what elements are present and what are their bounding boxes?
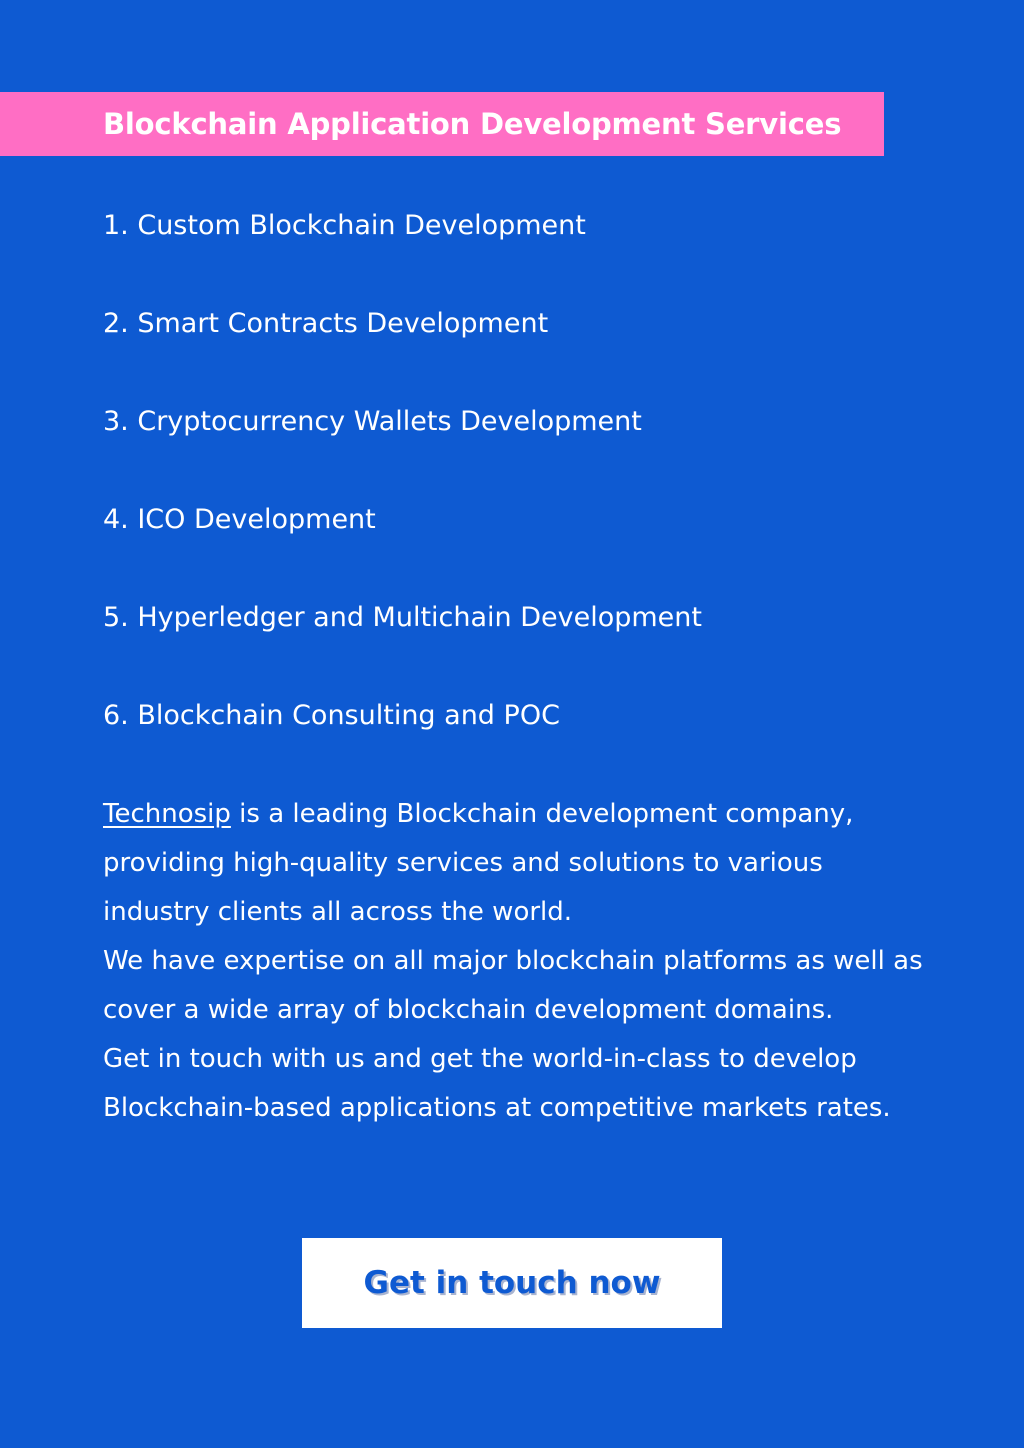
service-item-consulting-poc: 6. Blockchain Consulting and POC <box>103 700 560 731</box>
service-item-custom-blockchain: 1. Custom Blockchain Development <box>103 210 586 241</box>
title-banner <box>0 92 884 156</box>
page-title: Blockchain Application Development Services <box>103 107 842 141</box>
about-expertise: We have expertise on all major blockchain platforms as well as cover a wide array of blockchain development domains. <box>103 946 923 1025</box>
service-item-hyperledger-multichain: 5. Hyperledger and Multichain Development <box>103 602 702 633</box>
about-section <box>103 790 923 1133</box>
company-link[interactable]: Technosip <box>103 799 231 829</box>
about-intro-text: is a leading Blockchain development company, providing high-quality services and solutions to various industry clients all across the world. <box>103 799 854 927</box>
service-item-ico: 4. ICO Development <box>103 504 376 535</box>
service-item-crypto-wallets: 3. Cryptocurrency Wallets Development <box>103 406 642 437</box>
get-in-touch-button[interactable]: Get in touch now <box>302 1238 722 1328</box>
service-list <box>103 196 702 784</box>
about-intro <box>103 790 923 937</box>
service-item-smart-contracts: 2. Smart Contracts Development <box>103 308 549 339</box>
about-contact: Get in touch with us and get the world-in-class to develop Blockchain-based applications at competitive markets rates. <box>103 1044 891 1123</box>
